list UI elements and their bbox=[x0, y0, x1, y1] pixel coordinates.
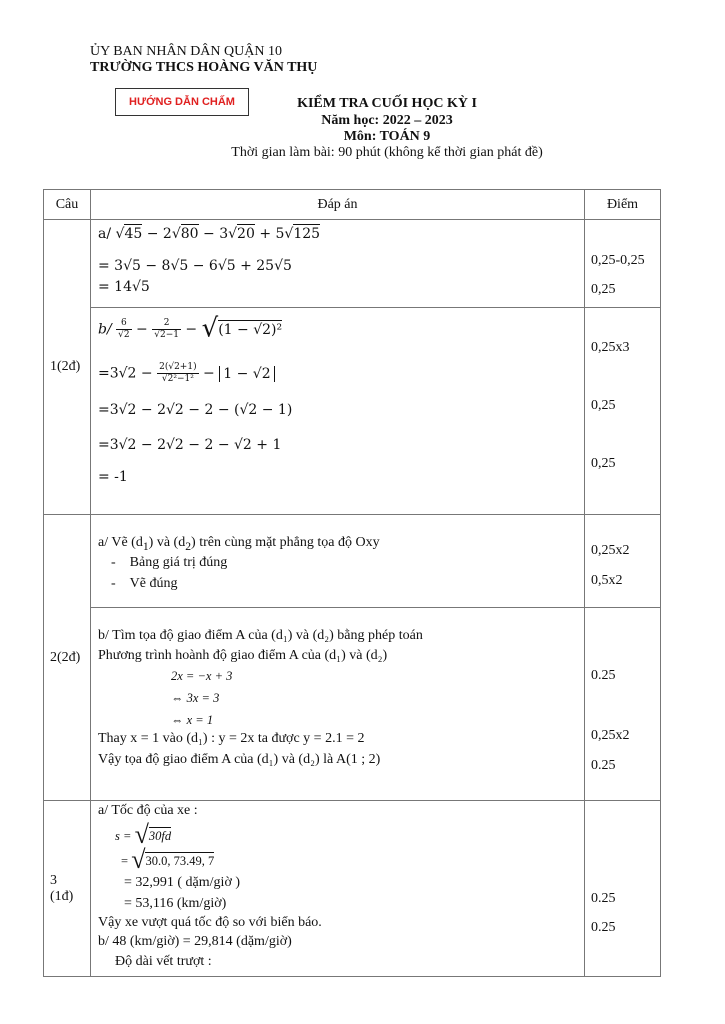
q2b-intro: Phương trình hoành độ giao điểm A của (d₁) và (d₂) bbox=[98, 648, 388, 663]
q3a-result-miles: = 32,991 ( dặm/giờ ) bbox=[124, 875, 241, 890]
school-name: TRƯỜNG THCS HOÀNG VĂN THỤ bbox=[90, 60, 318, 75]
q2a-answer bbox=[91, 515, 585, 608]
q1a-step: = 3√5 − 8√5 − 6√5 + 25√5 bbox=[98, 258, 292, 274]
q1a-expression: a/ √45 − 2√80 − 3√20 + 5√125 bbox=[98, 226, 321, 242]
q2b-answer bbox=[91, 608, 585, 801]
q3a-substitution: = √30.0, 73.49, 7 bbox=[121, 845, 215, 874]
q1a-answer bbox=[91, 220, 585, 308]
score: 0,25 bbox=[591, 456, 616, 471]
score: 0,25x2 bbox=[591, 728, 630, 743]
q2b-score-cell bbox=[585, 608, 661, 801]
q2b-task: b/ Tìm tọa độ giao điểm A của (d₁) và (d₂) bằng phép toán bbox=[98, 628, 423, 643]
q3a-conclusion: Vậy xe vượt quá tốc độ so với biển báo. bbox=[98, 915, 322, 930]
question-3-label: 3 (1đ) bbox=[44, 801, 91, 977]
q1b-answer bbox=[91, 308, 585, 515]
score: 0,25x2 bbox=[591, 543, 630, 558]
table-header-row bbox=[44, 190, 661, 220]
list-item: - Bảng giá trị đúng bbox=[111, 555, 228, 570]
score: 0.25 bbox=[591, 668, 616, 683]
q1b-step-1: =3√2 − $\frac{2(√2+1)}{\text{√2²−1²}}$ − 1 − √2 bbox=[98, 362, 275, 385]
q1a-score-cell bbox=[585, 220, 661, 308]
col-header-score: Điểm bbox=[585, 190, 661, 220]
q3-answer bbox=[91, 801, 585, 977]
table-row bbox=[44, 608, 661, 801]
q3b-skid-length: Độ dài vết trượt : bbox=[115, 954, 212, 969]
exam-title: KIỂM TRA CUỐI HỌC KỲ I bbox=[297, 96, 477, 111]
q2b-equation-3: ⇔ x = 1 bbox=[171, 713, 214, 727]
list-item: - Vẽ đúng bbox=[111, 576, 178, 591]
score: 0,5x2 bbox=[591, 573, 623, 588]
q1b-step-2: =3√2 − 2√2 − 2 − (√2 − 1) bbox=[98, 402, 293, 418]
answer-key-badge: HƯỚNG DẪN CHẤM bbox=[115, 88, 249, 116]
q2a-task: a/ Vẽ $(d_1)$ và $(d_2)$ trên cùng mặt phẳng tọa độ Oxy bbox=[98, 535, 380, 553]
col-header-question: Câu bbox=[44, 190, 91, 220]
q3b-conversion: b/ 48 (km/giờ) = 29,814 (dặm/giờ) bbox=[98, 934, 292, 949]
q3a-formula: s = √30fd bbox=[115, 820, 172, 849]
exam-duration: Thời gian làm bài: 90 phút (không kể thời gian phát đề) bbox=[231, 145, 543, 160]
school-year: Năm học: 2022 – 2023 bbox=[321, 113, 453, 128]
question-1-label: 1(2đ) bbox=[44, 220, 91, 515]
q1b-result: = -1 bbox=[98, 469, 128, 485]
score: 0.25 bbox=[591, 758, 616, 773]
score: 0.25 bbox=[591, 920, 616, 935]
q3a-task: a/ Tốc độ của xe : bbox=[98, 803, 198, 818]
q1b-score-cell bbox=[585, 308, 661, 515]
q3a-result-km: = 53,116 (km/giờ) bbox=[124, 896, 227, 911]
q1b-step-3: =3√2 − 2√2 − 2 − √2 + 1 bbox=[98, 437, 282, 453]
q2b-equation-1: 2x = −x + 3 bbox=[171, 669, 233, 683]
score: 0,25x3 bbox=[591, 340, 630, 355]
q2b-conclusion: Vậy tọa độ giao điểm A của (d₁) và (d₂) là A(1 ; 2) bbox=[98, 752, 381, 767]
score: 0,25 bbox=[591, 398, 616, 413]
subject: Môn: TOÁN 9 bbox=[343, 129, 431, 144]
score: 0,25 bbox=[591, 282, 616, 297]
table-row bbox=[44, 220, 661, 308]
question-2-label: 2(2đ) bbox=[44, 515, 91, 801]
q2b-equation-2: ⇔ 3x = 3 bbox=[171, 691, 220, 705]
q1a-result: = 14√5 bbox=[98, 279, 150, 295]
table-row bbox=[44, 515, 661, 608]
q3-score-cell bbox=[585, 801, 661, 977]
q2b-substitution: Thay x = 1 vào (d₁) : y = 2x ta được y = 2.1 = 2 bbox=[98, 731, 365, 746]
col-header-answer: Đáp án bbox=[91, 190, 585, 220]
q1b-expression: b/ $\frac{6}{√2}$ − $\frac{2}{√2-1}$ − √(1 − √2)² bbox=[98, 313, 283, 344]
score: 0.25 bbox=[591, 891, 616, 906]
table-row bbox=[44, 308, 661, 515]
table-row bbox=[44, 801, 661, 977]
answer-key-table bbox=[43, 189, 661, 977]
score: 0,25-0,25 bbox=[591, 253, 645, 268]
issuing-authority: ỦY BAN NHÂN DÂN QUẬN 10 bbox=[90, 44, 282, 59]
q2a-score-cell bbox=[585, 515, 661, 608]
